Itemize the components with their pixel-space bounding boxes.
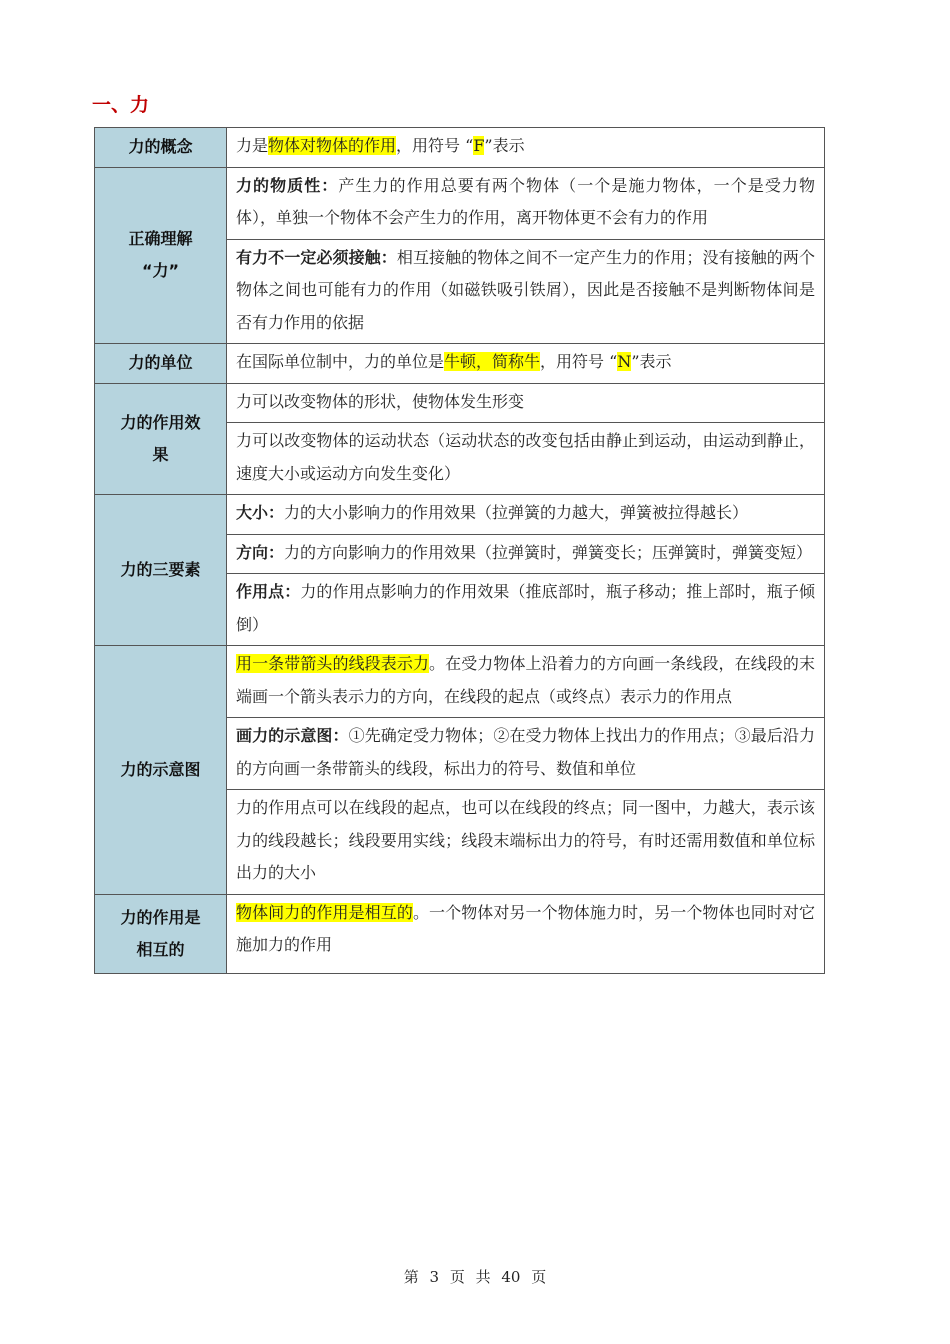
table-row — [95, 167, 825, 239]
table-cell: 力可以改变物体的形状，使物体发生形变 — [227, 383, 825, 423]
bold-lead: 方向： — [236, 542, 285, 562]
cell-text: ”表示 — [631, 352, 672, 371]
row-label — [95, 383, 227, 495]
page-footer: 第 3 页 共 40 页 — [403, 1268, 547, 1286]
table-cell — [227, 167, 825, 239]
table-cell — [227, 718, 825, 790]
table-cell: 力可以改变物体的运动状态（运动状态的改变包括由静止到运动，由运动到静止，速度大小或运动方向发生变化） — [227, 423, 825, 495]
table-cell — [227, 239, 825, 344]
bold-lead: 作用点： — [236, 582, 301, 601]
cell-text: 在国际单位制中，力的单位是 — [236, 352, 445, 371]
highlighted-text: 物体间力的作用是相互的 — [236, 902, 413, 922]
cell-text: 产生力的作用总要有两个物体（一个是施力物体，一个是受力物体），单独一个物体不会产生力的作用，离开物体更不会有力的作用 — [236, 175, 815, 227]
table-cell — [227, 344, 825, 384]
table-cell — [227, 894, 825, 973]
cell-text: 。一个物体对另一个物体施力时，另一个物体也同时对它施加力的作用 — [236, 902, 815, 954]
highlighted-text: F — [473, 136, 485, 155]
row-label-line: 相互的 — [136, 939, 185, 959]
knowledge-table — [94, 127, 825, 974]
row-label-line: 力的作用是 — [120, 907, 201, 927]
row-label: 力的概念 — [95, 128, 227, 168]
cell-text: ，用符号 “ — [396, 136, 474, 155]
table-cell — [227, 646, 825, 718]
row-label-line: 正确理解 — [128, 229, 193, 249]
table-row — [95, 344, 825, 384]
cell-text: 力的大小影响力的作用效果（拉弹簧的力越大，弹簧被拉得越长） — [284, 503, 749, 522]
highlighted-text: 牛顿，简称牛 — [444, 352, 541, 371]
table-cell: 力的作用点可以在线段的起点，也可以在线段的终点；同一图中，力越大，表示该力的线段越长；线段要用实线；线段末端标出力的符号，有时还需用数值和单位标出力的大小 — [227, 790, 825, 895]
row-label — [95, 894, 227, 973]
table-cell — [227, 495, 825, 535]
highlighted-text: 物体对物体的作用 — [268, 136, 397, 155]
bold-lead: 力的物质性： — [236, 175, 339, 195]
cell-text: ，用符号 “ — [540, 352, 618, 371]
table-row — [95, 383, 825, 423]
cell-text: 力的方向影响力的作用效果（拉弹簧时，弹簧变长；压弹簧时，弹簧变短） — [284, 542, 813, 562]
table-row — [95, 894, 825, 973]
cell-text: 力是 — [236, 136, 269, 155]
row-label — [95, 167, 227, 344]
cell-text: ①先确定受力物体；②在受力物体上找出力的作用点；③最后沿力的方向画一条带箭头的线段，标出力的符号、数值和单位 — [236, 726, 815, 778]
cell-text: ”表示 — [484, 136, 525, 155]
table-cell — [227, 534, 825, 574]
row-label: 力的示意图 — [95, 646, 227, 895]
cell-text: 相互接触的物体之间不一定产生力的作用；没有接触的两个物体之间也可能有力的作用（如磁铁吸引铁屑），因此是否接触不是判断物体间是否有力作用的依据 — [236, 247, 815, 332]
table-row — [95, 128, 825, 168]
bold-lead: 画力的示意图： — [236, 726, 349, 745]
highlighted-text: 用一条带箭头的线段表示力 — [236, 654, 430, 673]
bold-lead: 大小： — [236, 503, 285, 522]
table-row — [95, 646, 825, 718]
row-label: 力的三要素 — [95, 495, 227, 646]
cell-text: 。在受力物体上沿着力的方向画一条线段，在线段的末端画一个箭头表示力的方向，在线段的起点（或终点）表示力的作用点 — [236, 654, 815, 706]
row-label-line: 力的作用效 — [120, 412, 201, 432]
table-cell — [227, 574, 825, 646]
row-label-line: 果 — [152, 444, 169, 464]
section-title: 一、力 — [92, 94, 150, 116]
cell-text: 力的作用点影响力的作用效果（推底部时，瓶子移动；推上部时，瓶子倾倒） — [236, 582, 815, 634]
table-row — [95, 495, 825, 535]
row-label-line: “力” — [141, 261, 180, 281]
row-label: 力的单位 — [95, 344, 227, 384]
table-cell — [227, 128, 825, 168]
bold-lead: 有力不一定必须接触： — [236, 247, 397, 267]
highlighted-text: N — [617, 352, 632, 371]
